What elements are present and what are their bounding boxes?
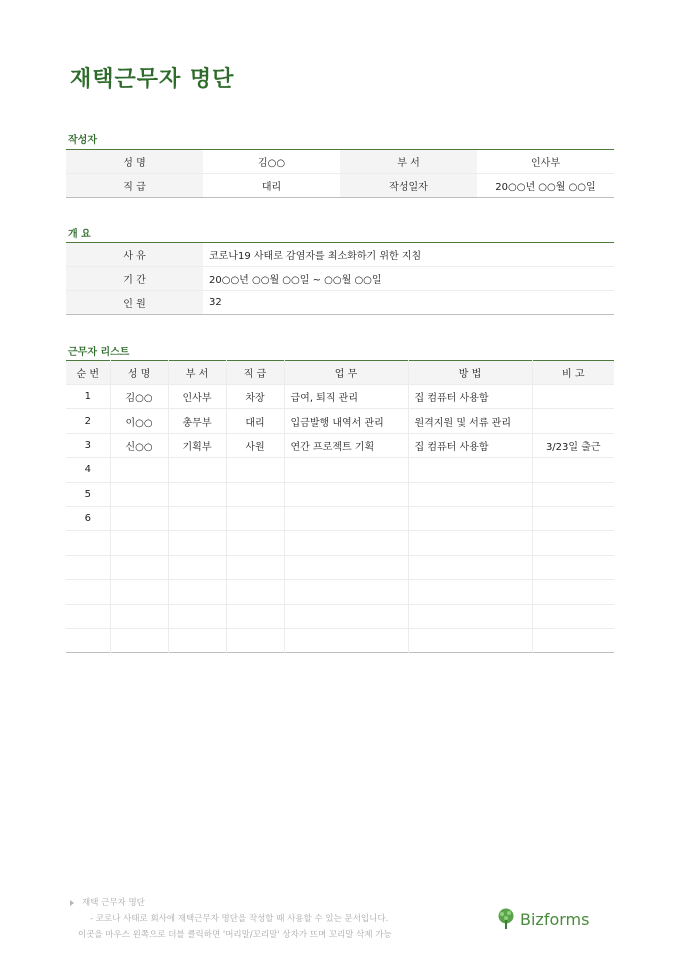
- table-row: [66, 628, 614, 652]
- row-remark: [532, 385, 614, 409]
- row-task: [284, 482, 408, 506]
- row-method: 원격지원 및 서류 관리: [408, 409, 532, 433]
- row-name: [110, 531, 168, 555]
- row-task: [284, 458, 408, 482]
- overview-row: [66, 267, 614, 291]
- row-number: [66, 604, 110, 628]
- row-task: [284, 580, 408, 604]
- row-method: [408, 458, 532, 482]
- row-task: [284, 555, 408, 579]
- row-task: [284, 531, 408, 555]
- row-remark: [532, 580, 614, 604]
- list-header-row: [66, 361, 614, 385]
- column-header: 직 급: [226, 361, 284, 385]
- row-rank: [226, 531, 284, 555]
- row-name: [110, 604, 168, 628]
- row-task: [284, 506, 408, 530]
- row-task: [284, 628, 408, 652]
- rank-label: 직 급: [66, 174, 203, 198]
- table-row: [66, 385, 614, 409]
- row-remark: [532, 482, 614, 506]
- headcount-label: 인 원: [66, 291, 203, 315]
- row-department: 기획부: [168, 433, 226, 457]
- row-number: 6: [66, 506, 110, 530]
- row-rank: [226, 580, 284, 604]
- page-title: 재택근무자 명단: [70, 67, 235, 92]
- table-row: [66, 580, 614, 604]
- row-task: 입금발행 내역서 관리: [284, 409, 408, 433]
- department-label: 부 서: [340, 150, 477, 174]
- footer-title: 재택 근무자 명단: [82, 898, 145, 908]
- row-remark: [532, 628, 614, 652]
- bizforms-logo: [496, 908, 589, 930]
- row-name: [110, 628, 168, 652]
- row-number: [66, 628, 110, 652]
- table-row: [66, 482, 614, 506]
- row-method: [408, 628, 532, 652]
- row-number: 3: [66, 433, 110, 457]
- row-name: [110, 506, 168, 530]
- list-body: [66, 385, 614, 653]
- row-method: [408, 531, 532, 555]
- row-department: [168, 482, 226, 506]
- row-department: [168, 604, 226, 628]
- row-task: 급여, 퇴직 관리: [284, 385, 408, 409]
- row-method: [408, 506, 532, 530]
- period-value: 20○○년 ○○월 ○○일 ~ ○○월 ○○일: [203, 267, 614, 291]
- row-rank: [226, 555, 284, 579]
- row-remark: [532, 458, 614, 482]
- row-rank: [226, 604, 284, 628]
- row-department: [168, 555, 226, 579]
- reason-label: 사 유: [66, 243, 203, 267]
- row-name: [110, 458, 168, 482]
- footer: [70, 895, 392, 943]
- column-header: 업 무: [284, 361, 408, 385]
- row-number: 5: [66, 482, 110, 506]
- date-label: 작성일자: [340, 174, 477, 198]
- table-row: [66, 531, 614, 555]
- row-number: [66, 555, 110, 579]
- period-label: 기 간: [66, 267, 203, 291]
- row-name: [110, 482, 168, 506]
- row-task: 연간 프로젝트 기획: [284, 433, 408, 457]
- row-department: [168, 628, 226, 652]
- reason-value: 코로나19 사태로 감염자를 최소화하기 위한 지침: [203, 243, 614, 267]
- row-number: [66, 531, 110, 555]
- row-department: 총무부: [168, 409, 226, 433]
- row-method: 집 컴퓨터 사용함: [408, 433, 532, 457]
- row-method: 집 컴퓨터 사용함: [408, 385, 532, 409]
- row-department: [168, 531, 226, 555]
- list-section-heading: 근무자 리스트: [68, 347, 130, 358]
- name-value: 김○○: [203, 150, 340, 174]
- row-department: [168, 506, 226, 530]
- row-rank: [226, 482, 284, 506]
- row-method: [408, 482, 532, 506]
- column-header: 성 명: [110, 361, 168, 385]
- row-remark: [532, 604, 614, 628]
- table-row: [66, 433, 614, 457]
- row-remark: [532, 555, 614, 579]
- row-number: 4: [66, 458, 110, 482]
- row-name: 김○○: [110, 385, 168, 409]
- table-row: [66, 604, 614, 628]
- row-remark: [532, 531, 614, 555]
- row-number: 1: [66, 385, 110, 409]
- row-rank: 차장: [226, 385, 284, 409]
- column-header: 방 법: [408, 361, 532, 385]
- overview-row: [66, 291, 614, 315]
- footer-note: 이곳을 마우스 왼쪽으로 더블 클릭하면 '머리말/꼬리말' 상자가 뜨며 꼬리말 삭제 가능: [78, 930, 392, 940]
- author-section-heading: 작성자: [68, 135, 97, 146]
- overview-section-heading: 개 요: [68, 229, 91, 240]
- row-rank: [226, 506, 284, 530]
- worker-list-table: [66, 360, 614, 653]
- column-header: 비 고: [532, 361, 614, 385]
- row-rank: 사원: [226, 433, 284, 457]
- name-label: 성 명: [66, 150, 203, 174]
- row-number: [66, 580, 110, 604]
- row-department: 인사부: [168, 385, 226, 409]
- row-task: [284, 604, 408, 628]
- overview-row: [66, 243, 614, 267]
- date-value: 20○○년 ○○월 ○○일: [495, 182, 596, 193]
- tree-logo-icon: [496, 908, 516, 930]
- row-rank: 대리: [226, 409, 284, 433]
- table-row: [66, 555, 614, 579]
- row-name: 신○○: [110, 433, 168, 457]
- row-rank: [226, 628, 284, 652]
- author-table: [66, 149, 614, 198]
- column-header: 순 번: [66, 361, 110, 385]
- row-remark: 3/23일 출근: [532, 433, 614, 457]
- row-method: [408, 604, 532, 628]
- row-name: [110, 580, 168, 604]
- row-department: [168, 580, 226, 604]
- triangle-bullet-icon: [70, 900, 74, 906]
- row-remark: [532, 409, 614, 433]
- column-header: 부 서: [168, 361, 226, 385]
- row-name: 이○○: [110, 409, 168, 433]
- row-method: [408, 555, 532, 579]
- logo-text: Bizforms: [520, 909, 590, 929]
- row-number: 2: [66, 409, 110, 433]
- row-method: [408, 580, 532, 604]
- overview-table: [66, 242, 614, 315]
- headcount-value: 32: [209, 297, 222, 308]
- rank-value: 대리: [261, 182, 282, 193]
- footer-description: - 코로나 사태로 회사에 재택근무자 명단을 작성할 때 사용할 수 있는 문서입니다.: [90, 914, 389, 924]
- department-value: 인사부: [477, 150, 614, 174]
- table-row: [66, 506, 614, 530]
- row-name: [110, 555, 168, 579]
- author-row: [66, 150, 614, 174]
- author-row: [66, 174, 614, 198]
- row-rank: [226, 458, 284, 482]
- row-remark: [532, 506, 614, 530]
- row-department: [168, 458, 226, 482]
- table-row: [66, 458, 614, 482]
- table-row: [66, 409, 614, 433]
